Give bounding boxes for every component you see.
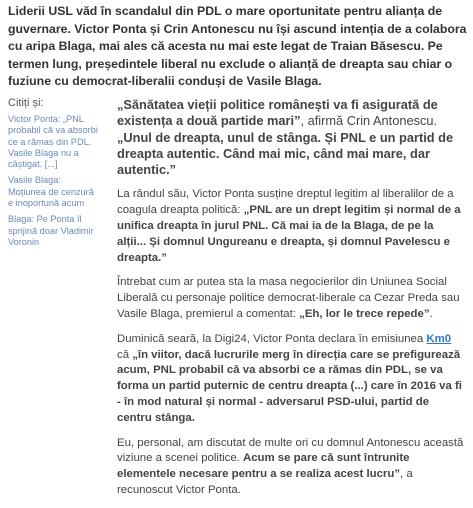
paragraph-viziune	[117, 436, 464, 499]
quote-ponta-trece: „Eh, lor le trece repede”	[299, 308, 430, 321]
article-body	[117, 97, 464, 508]
related-articles-sidebar	[8, 97, 100, 253]
quote-antonescu-1: „Sănătatea vieții politice românești va fi asigurată de existența a două partide mari”	[117, 97, 438, 129]
paragraph-text: .	[429, 308, 433, 321]
quote-ponta-pnl: „PNL are un drept legitim și normal de a unifica dreapta în jurul PNL. Că mai ia de la Blaga, de pe la alții... Și domnul Ungureanu e dreapta, și domnul Pavelescu e dreapta.”	[117, 204, 461, 264]
related-articles-title: Citiți și:	[8, 97, 44, 109]
paragraph-text: , a recunoscut Victor Ponta.	[117, 468, 413, 497]
paragraph-negocieri	[117, 275, 464, 322]
km0-link[interactable]: Km0	[426, 332, 452, 345]
paragraph-text: , afirmă Crin Antonescu.	[300, 113, 438, 129]
paragraph-text: Întrebat cum ar putea sta la masa negocierilor din Uniunea Social Liberală cu personaje politice democrat-liberale ca Cezar Preda sau Vasile Blaga, premierul a comentat:	[117, 276, 460, 321]
related-article-link-ponta[interactable]: Victor Ponta: „PNL probabil că va absorbi ce a rămas din PDL. Vasile Blaga nu a câștigat. [...]	[8, 114, 98, 170]
paragraph-ponta-dreapta	[117, 187, 464, 266]
quote-antonescu-2: „Unul de dreapta, unul de stânga. Și PNL e un partid de dreapta autentic. Când mai mic, când mai mare, dar autentic.”	[117, 129, 454, 178]
related-article-link-blaga-motiune[interactable]: Vasile Blaga: Moțiunea de cenzură e inoportună acum	[8, 175, 94, 209]
quote-ponta-viitor: „în viitor, dacă lucrurile merg în direcția care se prefigurează acum, PNL probabil că va absorbi ce a rămas din PDL, se va forma un partid puternic de centru dreapta (...) care în 2016 va fi - în mod natural și normal - adversarul PSD-ului, partid de centru stânga.	[117, 348, 462, 424]
paragraph-digi24	[117, 332, 464, 427]
paragraph-text: Duminică seară, la Digi24, Victor Ponta declara în emisiunea	[117, 332, 427, 345]
paragraph-text: că	[117, 348, 133, 361]
paragraph-text: La rândul său, Victor Ponta susține dreptul legitim al liberalilor de a coagula dreapta politică:	[117, 188, 454, 217]
paragraph-text: Eu, personal, am discutat de multe ori cu domnul Antonescu această viziune a scenei politice.	[117, 436, 464, 465]
related-article-link-blaga-voronin[interactable]: Blaga: Pe Ponta îl sprijină doar Vladimir Voronin	[8, 214, 94, 247]
paragraph-antonescu	[117, 97, 464, 178]
quote-ponta-elemente: Acum se pare că sunt întrunite elementele necesare pentru a se realiza acest lucru”	[117, 452, 410, 481]
article-lead: Liderii USL văd în scandalul din PDL o mare oportunitate pentru alianța de guvernare. Victor Ponta și Crin Antonescu nu își ascund intenția de a colabora cu aripa Blaga, mai ales că acesta nu mai este legat de Traian Băsescu. Pe termen lung, președintele liberal nu exclude o alianță de dreapta sau chiar o fuziune cu democrat-liberalii conduși de Vasile Blaga.	[8, 4, 467, 89]
